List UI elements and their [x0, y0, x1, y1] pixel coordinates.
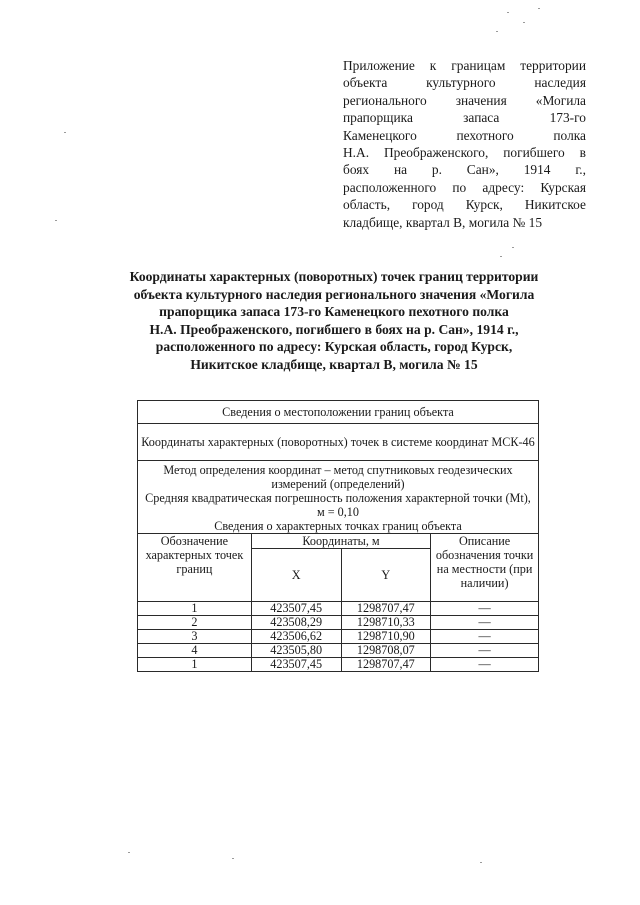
- table-row: [138, 602, 539, 616]
- y-cell: 1298710,33: [341, 616, 431, 630]
- point-cell: 1: [138, 602, 252, 616]
- table-row: [138, 616, 539, 630]
- scan-speck: [500, 256, 502, 257]
- title-line: прапорщика запаса 173-го Каменецкого пехотного полка: [159, 304, 509, 320]
- coordinates-header: Координаты, м: [251, 534, 430, 549]
- designation-header: Обозначение характерных точек границ: [138, 534, 252, 602]
- table-row: [138, 630, 539, 644]
- appendix-note: [343, 57, 586, 231]
- document-title: [96, 268, 572, 374]
- appendix-line: Приложение к границам территории: [343, 58, 586, 73]
- y-cell: 1298707,47: [341, 602, 431, 616]
- title-line: объекта культурного наследия регионального значения «Могила: [133, 286, 535, 302]
- x-cell: 423507,45: [251, 602, 341, 616]
- points-header-text: Сведения о характерных точках границ объекта: [214, 519, 462, 533]
- desc-cell: —: [431, 658, 539, 672]
- desc-cell: —: [431, 644, 539, 658]
- y-cell: 1298707,47: [341, 658, 431, 672]
- y-header: Y: [341, 549, 431, 602]
- y-cell: 1298710,90: [341, 630, 431, 644]
- x-cell: 423507,45: [251, 658, 341, 672]
- scan-speck: [64, 132, 66, 133]
- scan-speck: [480, 862, 482, 863]
- table-row: [138, 644, 539, 658]
- desc-cell: —: [431, 616, 539, 630]
- coordinates-table: [137, 400, 539, 672]
- table-row: [138, 658, 539, 672]
- x-header: X: [251, 549, 341, 602]
- scan-speck: [496, 31, 498, 32]
- appendix-line: Каменецкого пехотного полка: [343, 127, 586, 143]
- title-line: Координаты характерных (поворотных) точек границ территории: [129, 269, 539, 284]
- coord-system-cell: Координаты характерных (поворотных) точек в системе координат МСК-46: [138, 424, 539, 461]
- x-cell: 423508,29: [251, 616, 341, 630]
- method-cell: [138, 461, 539, 534]
- scan-speck: [512, 247, 514, 248]
- x-cell: 423506,62: [251, 630, 341, 644]
- point-cell: 3: [138, 630, 252, 644]
- accuracy-text: Средняя квадратическая погрешность положения характерной точки (Mt), м = 0,10: [145, 491, 531, 519]
- description-header: Описание обозначения точки на местности (при наличии): [431, 534, 539, 602]
- scan-speck: [507, 12, 509, 13]
- appendix-line: объекта культурного наследия: [343, 75, 586, 91]
- scan-speck: [538, 8, 540, 9]
- point-cell: 2: [138, 616, 252, 630]
- section-header-cell: Сведения о местоположении границ объекта: [138, 401, 539, 424]
- appendix-line: регионального значения «Могила: [343, 92, 586, 108]
- desc-cell: —: [431, 602, 539, 616]
- appendix-line: расположенного по адресу: Курская: [343, 179, 586, 195]
- title-line: расположенного по адресу: Курская область, город Курск,: [155, 339, 513, 355]
- x-cell: 423505,80: [251, 644, 341, 658]
- appendix-line: область, город Курск, Никитское: [343, 197, 586, 213]
- scan-speck: [523, 22, 525, 23]
- appendix-line: прапорщика запаса 173-го: [343, 110, 586, 126]
- scan-speck: [128, 852, 130, 853]
- appendix-line: кладбище, квартал В, могила № 15: [343, 214, 543, 230]
- scan-speck: [55, 220, 57, 221]
- method-text: Метод определения координат – метод спутниковых геодезических измерений (определений): [163, 463, 513, 491]
- point-cell: 4: [138, 644, 252, 658]
- title-line: Н.А. Преображенского, погибшего в боях на р. Сан», 1914 г.,: [149, 321, 519, 337]
- y-cell: 1298708,07: [341, 644, 431, 658]
- appendix-line: Н.А. Преображенского, погибшего в: [343, 145, 586, 161]
- point-cell: 1: [138, 658, 252, 672]
- scan-speck: [232, 858, 234, 859]
- appendix-line: боях на р. Сан», 1914 г.,: [343, 162, 586, 178]
- desc-cell: —: [431, 630, 539, 644]
- title-line: Никитское кладбище, квартал В, могила № 15: [190, 356, 478, 372]
